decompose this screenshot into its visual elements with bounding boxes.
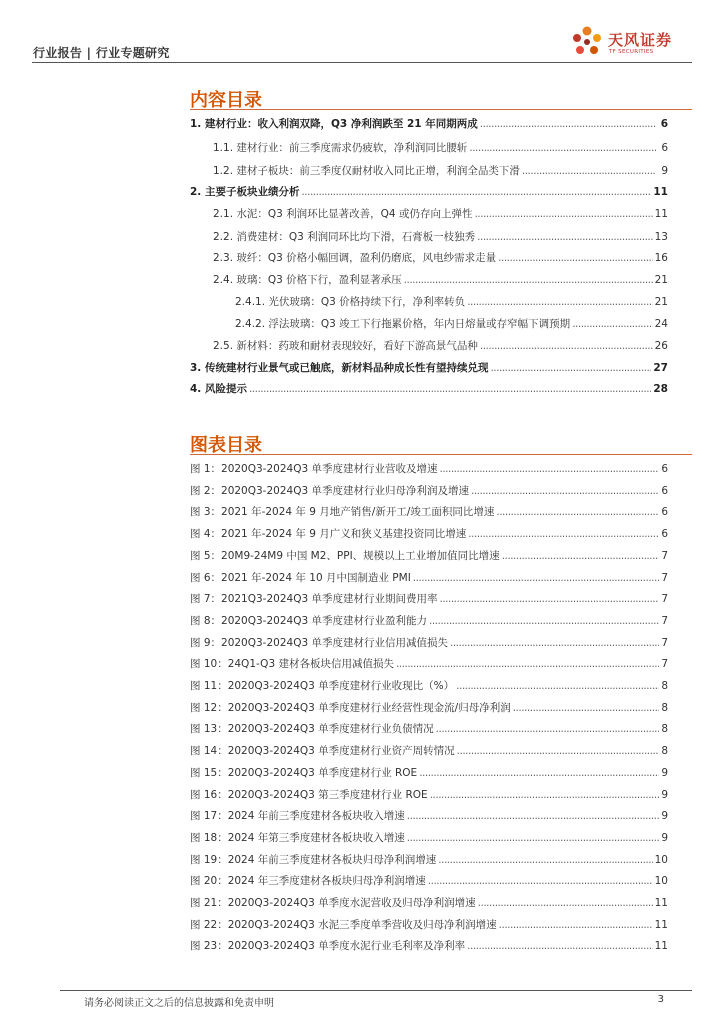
toc-leader-dots [404, 274, 653, 286]
toc-leader-dots [474, 208, 652, 220]
figure-entry[interactable] [190, 917, 668, 932]
toc-leader-dots [480, 118, 656, 130]
figure-entry[interactable] [190, 591, 668, 606]
figure-leader-dots [428, 875, 653, 887]
figure-leader-dots [513, 702, 660, 714]
header-label: 行业报告 | 行业专题研究 [33, 46, 170, 60]
figure-entry-text: 图 20：2024 年三季度建材各板块归母净利润增速 [190, 875, 426, 888]
figure-entry[interactable] [190, 873, 668, 888]
figure-entry[interactable] [190, 765, 668, 780]
figure-entry-page: 9 [661, 831, 668, 844]
figure-entry-text: 图 11：2020Q3-2024Q3 单季度建材行业收现比（%） [190, 680, 455, 692]
figure-entry-page: 8 [661, 701, 668, 714]
figure-leader-dots [413, 572, 660, 584]
figure-entry-page: 8 [661, 745, 668, 758]
figure-entry-text: 图 23：2020Q3-2024Q3 单季度水泥行业毛利率及净利率 [190, 940, 466, 953]
toc-entry-page: 21 [654, 274, 668, 286]
figure-entry[interactable] [190, 483, 668, 498]
figure-entry-page: 7 [661, 636, 668, 649]
figure-leader-dots [499, 919, 653, 931]
toc-entry-text: 2.5. 新材料：药玻和耐材表现较好，看好下游高景气品种 [213, 340, 478, 352]
toc-entry-page: 9 [661, 165, 668, 177]
figure-entry-page: 8 [661, 680, 668, 692]
figure-entry-page: 6 [661, 463, 668, 475]
figure-entry-page: 10 [654, 853, 668, 866]
figure-entry-text: 图 17：2024 年前三季度建材各板块收入增速 [190, 810, 405, 823]
toc-entry-page: 11 [654, 208, 668, 220]
figure-entry[interactable] [190, 635, 668, 650]
toc-leader-dots [249, 383, 651, 395]
toc-entry-page: 6 [660, 118, 668, 130]
toc-entry-text: 2.1. 水泥：Q3 利润环比显著改善，Q4 或仍存向上弹性 [213, 208, 473, 220]
figure-entry[interactable] [190, 938, 668, 953]
figure-entry-page: 7 [661, 549, 668, 562]
figure-entry-page: 10 [654, 875, 668, 888]
toc-entry-page: 26 [654, 340, 668, 352]
toc-leader-dots [498, 252, 652, 264]
toc-entry-text: 4. 风险提示 [190, 383, 247, 395]
toc-leader-dots [469, 142, 656, 154]
logo-subtext: TF SECURITIES [609, 49, 654, 55]
toc-entry[interactable] [190, 116, 668, 131]
figure-entry-text: 图 4：2021 年-2024 年 9 月广义和狭义基建投资同比增速 [190, 528, 467, 541]
figure-entry-page: 11 [654, 897, 668, 909]
figure-entry-text: 图 1：2020Q3-2024Q3 单季度建材行业营收及增速 [190, 463, 438, 475]
logo-text: 天风证券 [608, 31, 673, 49]
toc-entry[interactable] [235, 294, 668, 309]
figure-entry-text: 图 2：2020Q3-2024Q3 单季度建材行业归母净利润及增速 [190, 484, 469, 497]
figure-entry[interactable] [190, 548, 668, 563]
figure-leader-dots [439, 593, 659, 605]
toc-entry-page: 24 [654, 318, 668, 330]
toc-entry[interactable] [190, 184, 668, 199]
toc-entry[interactable] [190, 381, 668, 396]
toc-leader-dots [490, 362, 651, 374]
figure-leader-dots [436, 723, 660, 735]
header-rule [32, 62, 692, 63]
figure-entry[interactable] [190, 852, 668, 867]
figure-entry-text: 图 19：2024 年前三季度建材各板块归母净利润增速 [190, 853, 437, 866]
figure-entry-text: 图 3：2021 年-2024 年 9 月地产销售/新开工/竣工面积同比增速 [190, 506, 495, 519]
figure-entry-page: 11 [654, 940, 668, 953]
figure-entry-text: 图 9：2020Q3-2024Q3 单季度建材行业信用减值损失 [190, 636, 448, 649]
logo [563, 22, 693, 62]
toc-entry[interactable] [213, 140, 668, 155]
figure-entry-text: 图 15：2020Q3-2024Q3 单季度建材行业 ROE [190, 766, 418, 779]
figure-leader-dots [502, 550, 660, 562]
figure-entry[interactable] [190, 526, 668, 541]
toc-entry[interactable] [213, 272, 668, 287]
toc-entry-page: 6 [661, 142, 668, 154]
toc-entry-text: 2. 主要子板块业绩分析 [190, 186, 300, 198]
figure-entry-text: 图 14：2020Q3-2024Q3 单季度建材行业资产周转情况 [190, 745, 455, 758]
footer-page-number: 3 [657, 994, 664, 1005]
figure-leader-dots [450, 637, 659, 649]
figure-entry[interactable] [190, 504, 668, 519]
toc-entry-page: 21 [654, 296, 668, 308]
toc-entry-text: 1. 建材行业：收入利润双降，Q3 净利润跌至 21 年同期两成 [190, 118, 478, 130]
figure-entry-text: 图 7：2021Q3-2024Q3 单季度建材行业期间费用率 [190, 593, 438, 606]
figure-entry-page: 7 [661, 658, 668, 671]
figures-title: 图表目录 [190, 435, 262, 456]
figure-entry-text: 图 13：2020Q3-2024Q3 单季度建材行业负债情况 [190, 723, 434, 736]
toc-leader-dots [477, 231, 652, 243]
figure-entry[interactable] [190, 613, 668, 628]
toc-leader-dots [522, 165, 656, 177]
toc-title-rule [190, 109, 692, 110]
toc-entry[interactable] [213, 229, 668, 244]
toc-leader-dots [301, 186, 651, 198]
figure-entry-page: 6 [661, 528, 668, 541]
figure-entry-text: 图 21：2020Q3-2024Q3 单季度水泥营收及归母净利润增速 [190, 897, 476, 909]
toc-entry-text: 1.1. 建材行业：前三季度需求仍疲软，净利润同比腰斩 [213, 142, 468, 154]
figure-leader-dots [478, 897, 653, 909]
figure-entry-page: 7 [661, 571, 668, 584]
toc-title: 内容目录 [190, 90, 262, 111]
figure-entry-page: 6 [661, 484, 668, 497]
figure-entry-page: 8 [661, 723, 668, 736]
figure-entry[interactable] [190, 461, 668, 476]
figure-entry-text: 图 6：2021 年-2024 年 10 月中国制造业 PMI [190, 571, 411, 584]
figure-entry-page: 7 [661, 593, 668, 606]
toc-entry-text: 2.3. 玻纤：Q3 价格小幅回调，盈利仍磨底，风电纱需求走量 [213, 252, 497, 264]
figure-entry-page: 7 [661, 614, 668, 627]
figure-leader-dots [471, 485, 659, 497]
figure-entry[interactable] [190, 808, 668, 823]
toc-leader-dots [467, 296, 652, 308]
figure-leader-dots [438, 854, 652, 866]
toc-entry[interactable] [213, 163, 668, 178]
figure-leader-dots [407, 810, 660, 822]
figure-leader-dots [457, 745, 660, 757]
figure-entry-text: 图 18：2024 年第三季度建材各板块收入增速 [190, 831, 405, 844]
figure-leader-dots [439, 463, 659, 475]
figure-leader-dots [419, 767, 659, 779]
figure-leader-dots [467, 940, 652, 952]
figure-entry-page: 11 [654, 918, 668, 931]
figure-entry[interactable] [190, 743, 668, 758]
figure-entry-page: 6 [661, 506, 668, 519]
toc-entry[interactable] [190, 360, 668, 375]
footer-rule [60, 990, 692, 991]
toc-entry-text: 2.4.2. 浮法玻璃：Q3 竣工下行拖累价格，年内日熔量或存窄幅下调预期 [235, 318, 571, 330]
figure-entry[interactable] [190, 656, 668, 671]
figure-leader-dots [468, 528, 659, 540]
toc-entry-text: 3. 传统建材行业景气或已触底，新材料品种成长性有望持续兑现 [190, 362, 489, 374]
toc-entry-text: 1.2. 建材子板块：前三季度仅耐材收入同比正增，利润全品类下滑 [213, 165, 520, 177]
figure-entry-text: 图 10：24Q1-Q3 建材各板块信用减值损失 [190, 658, 394, 671]
figure-leader-dots [407, 832, 660, 844]
toc-leader-dots [572, 318, 652, 330]
figures-title-rule [190, 454, 692, 455]
figure-entry-page: 9 [661, 810, 668, 823]
toc-entry[interactable] [213, 206, 668, 221]
figure-entry[interactable] [190, 830, 668, 845]
figure-entry[interactable] [190, 787, 668, 802]
toc-leader-dots [480, 340, 653, 352]
toc-entry-page: 16 [654, 252, 668, 264]
figure-entry-text: 图 12：2020Q3-2024Q3 单季度建材行业经营性现金流/归母净利润 [190, 701, 511, 714]
figure-leader-dots [496, 506, 659, 518]
toc-entry-text: 2.4. 玻璃：Q3 价格下行，盈利显著承压 [213, 274, 402, 286]
figure-entry-page: 9 [661, 788, 668, 801]
figure-entry[interactable] [190, 700, 668, 715]
footer-disclaimer: 请务必阅读正文之后的信息披露和免责申明 [84, 998, 274, 1009]
figure-entry-text: 图 5：20M9-24M9 中国 M2、PPI、规模以上工业增加值同比增速 [190, 549, 500, 562]
figure-leader-dots [396, 658, 659, 670]
figure-leader-dots [430, 789, 660, 801]
figure-entry[interactable] [190, 895, 668, 910]
figure-leader-dots [429, 615, 659, 627]
logo-flower-icon [569, 24, 605, 60]
figure-entry[interactable] [190, 570, 668, 585]
toc-entry[interactable] [213, 250, 668, 265]
figure-leader-dots [456, 680, 659, 692]
figure-entry[interactable] [190, 678, 668, 693]
toc-entry-page: 28 [653, 383, 668, 395]
figure-entry-text: 图 16：2020Q3-2024Q3 第三季度建材行业 ROE [190, 788, 428, 801]
toc-entry[interactable] [213, 338, 668, 353]
figure-entry[interactable] [190, 721, 668, 736]
toc-entry[interactable] [235, 316, 668, 331]
toc-entry-text: 2.2. 消费建材：Q3 利润同环比均下滑，石膏板一枝独秀 [213, 231, 476, 243]
figure-entry-text: 图 8：2020Q3-2024Q3 单季度建材行业盈利能力 [190, 614, 427, 627]
figure-entry-page: 9 [661, 766, 668, 779]
toc-entry-page: 13 [654, 231, 668, 243]
toc-entry-page: 11 [653, 186, 668, 198]
toc-entry-text: 2.4.1. 光伏玻璃：Q3 价格持续下行，净利率转负 [235, 296, 466, 308]
toc-entry-page: 27 [653, 362, 668, 374]
figure-entry-text: 图 22：2020Q3-2024Q3 水泥三季度单季营收及归母净利润增速 [190, 918, 497, 931]
